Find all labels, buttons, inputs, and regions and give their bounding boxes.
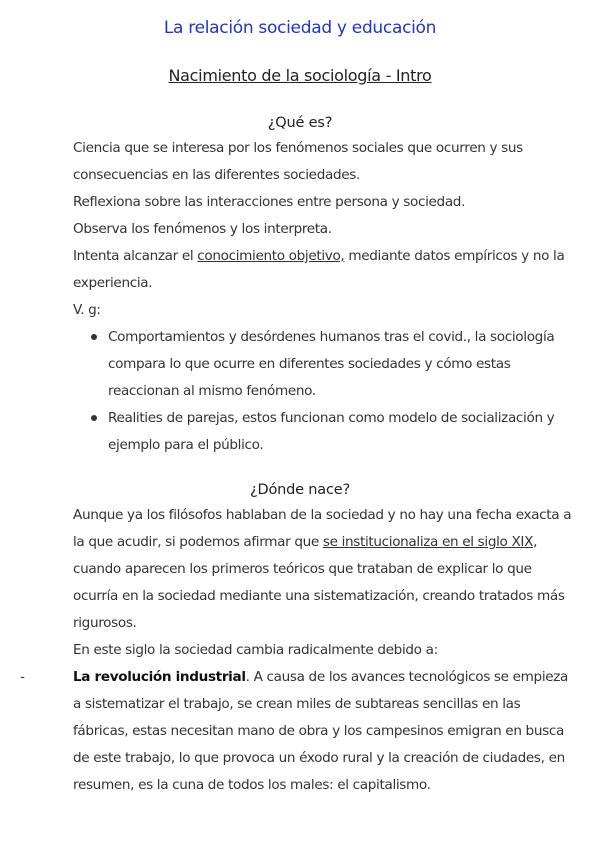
paragraph <box>73 664 573 799</box>
text-span: mediante datos empíricos y no la experiencia. <box>73 248 565 291</box>
text-span: Intenta alcanzar el <box>73 248 198 264</box>
section-heading-donde-nace: ¿Dónde nace? <box>250 482 350 498</box>
document-subtitle: Nacimiento de la sociología - Intro <box>168 66 432 85</box>
section-donde-nace <box>20 482 573 799</box>
section-heading-que-es: ¿Qué es? <box>267 115 333 131</box>
paragraph <box>73 502 573 637</box>
list-item-text: Realities de parejas, estos funcionan como modelo de socialización y ejemplo para el público. <box>108 410 555 453</box>
text-span: Aunque ya los filósofos hablaban de la sociedad y no hay una fecha exacta a la que acudir, si podemos afirmar que <box>73 507 572 550</box>
section-que-es <box>73 115 573 459</box>
list-item <box>108 405 573 459</box>
paragraph: Reflexiona sobre las interacciones entre persona y sociedad. <box>73 194 466 210</box>
dash-marker: - <box>20 669 25 685</box>
bullet-icon <box>91 415 97 421</box>
list-item-text: Comportamientos y desórdenes humanos tras el covid., la sociología compara lo que ocurre en diferentes sociedades y cómo estas reaccionan al mismo fenómeno. <box>108 329 555 399</box>
document-title: La relación sociedad y educación <box>163 18 437 38</box>
paragraph: Ciencia que se interesa por los fenómenos sociales que ocurren y sus consecuencias en las diferentes sociedades. <box>73 140 523 183</box>
underlined-term: se institucionaliza en el siglo XIX <box>322 534 534 550</box>
text-span: . A causa de los avances tecnológicos se empieza a sistematizar el trabajo, se crean miles de subtareas sencillas en las fábricas, estas necesitan mano de obra y los campesinos emigran en busca de este trabajo, lo que provoca un éxodo rural y la creación de ciudades, en resumen, es la cuna de todos los males: el capitalismo. <box>73 669 569 793</box>
bullet-list <box>73 324 573 459</box>
paragraph <box>73 243 573 297</box>
example-label: V. g: <box>73 302 101 318</box>
bullet-icon <box>91 334 97 340</box>
text-span: , cuando aparecen los primeros teóricos que trataban de explicar lo que ocurría en la sociedad mediante una sistematización, creando tratados más rigurosos. <box>73 534 565 631</box>
dash-list-item <box>20 664 573 799</box>
paragraph: Observa los fenómenos y los interpreta. <box>73 221 332 237</box>
paragraph: En este siglo la sociedad cambia radicalmente debido a: <box>73 642 438 658</box>
list-item <box>108 324 573 405</box>
bold-term: La revolución industrial <box>73 669 246 685</box>
underlined-term: conocimiento objetivo, <box>197 248 345 264</box>
